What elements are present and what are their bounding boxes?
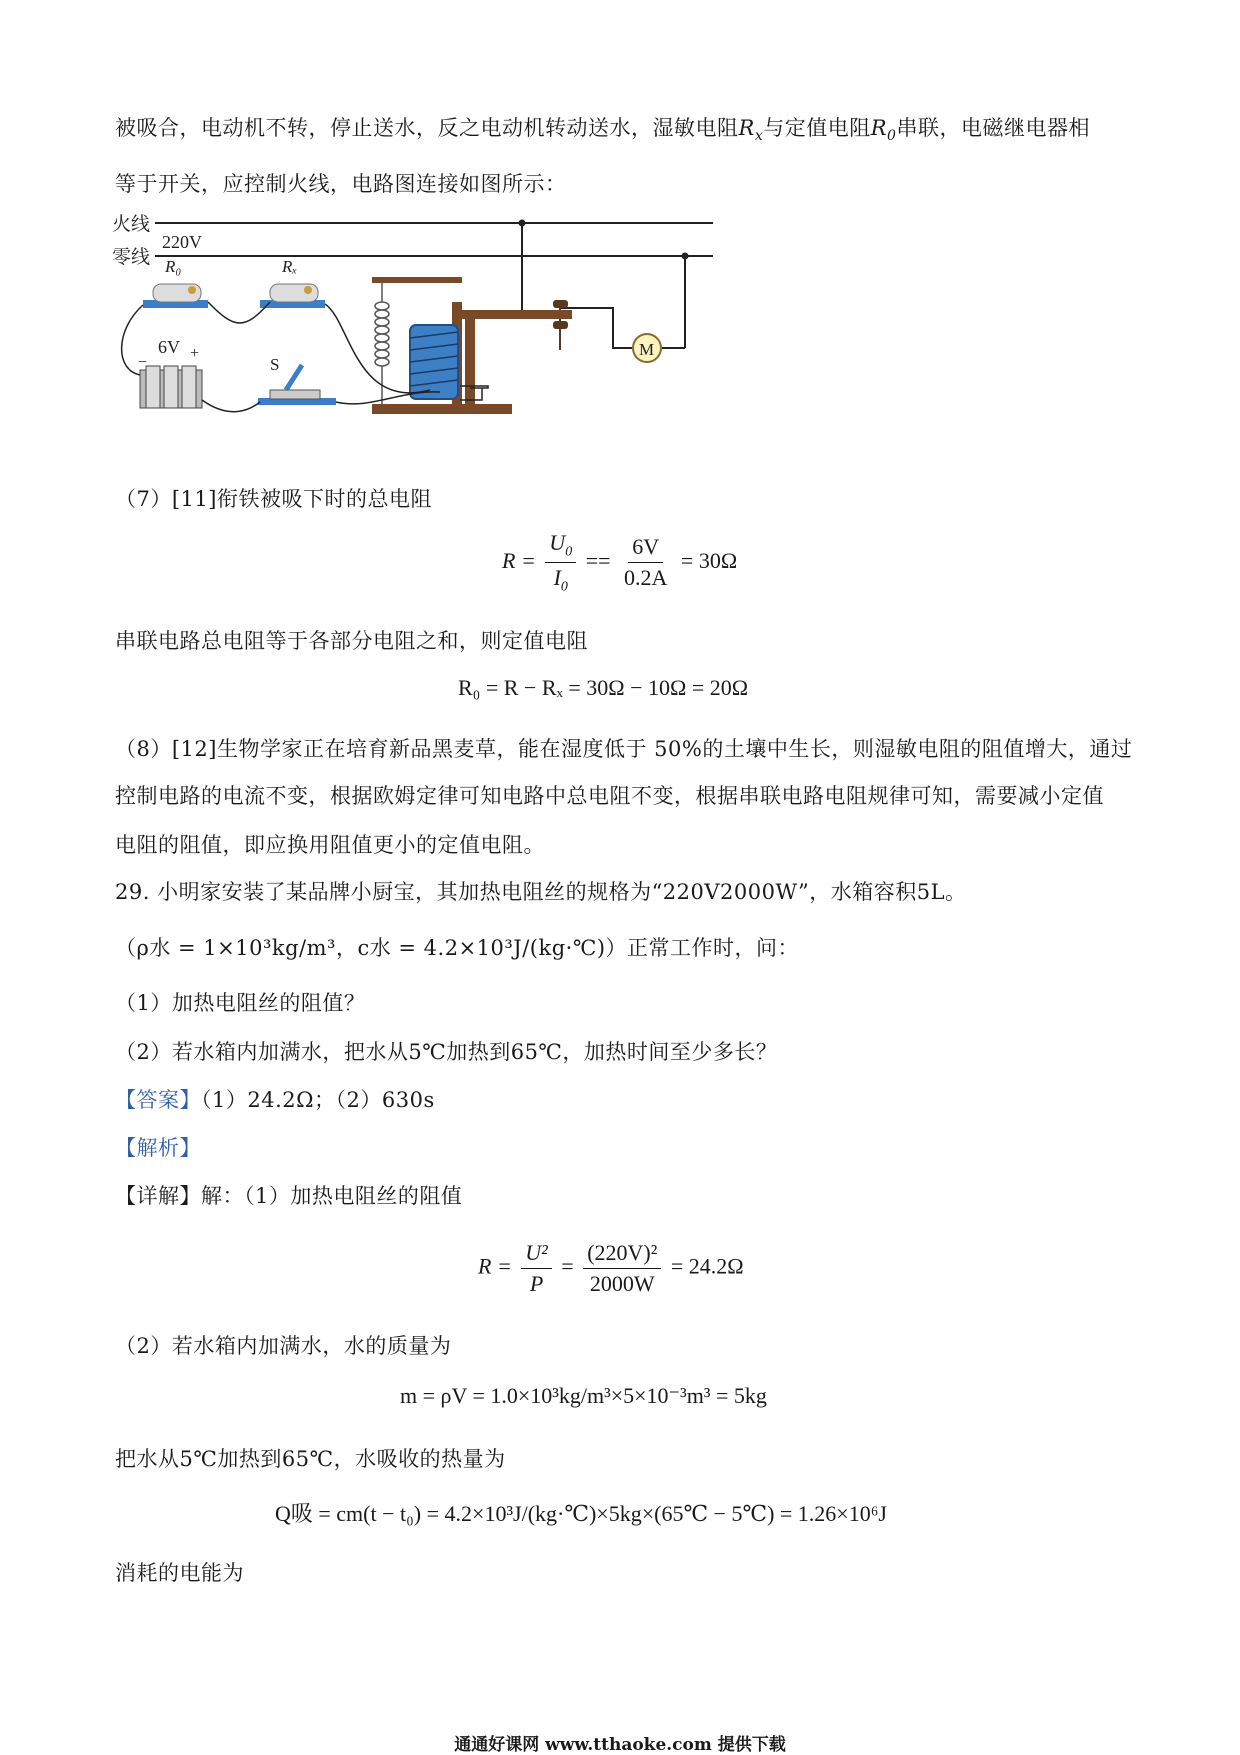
battery-label: 6V: [158, 337, 180, 357]
formula-heater-resistance: R = $\frac{\text{U²}}{P}$ = $\frac{\text{(220V)²}}{2000W}$ = 24.2Ω: [478, 1240, 744, 1296]
q8-line-1: （8）[12]生物学家正在培育新品黑麦草，能在湿度低于 50%的土壤中生长，则湿敏电阻的阻值增大，通过: [115, 737, 1133, 761]
circuit-diagram: [110, 210, 730, 460]
q29-stem: 29. 小明家安装了某品牌小厨宝，其加热电阻丝的规格为“220V2000W”，水箱容积5L。: [115, 880, 967, 904]
neutral-label: 零线: [112, 247, 151, 268]
analysis-tag: 【解析】: [115, 1136, 201, 1160]
page-footer: 通通好课网 www.tthaoke.com 提供下载: [454, 1735, 786, 1755]
rx-label: Rₓ: [282, 257, 298, 276]
voltage-label: 220V: [162, 232, 202, 252]
formula-total-resistance: R = $\frac{U_0}{I_0}$ == $\frac{6V}{0.2A}$ = 30Ω: [502, 530, 738, 595]
energy-intro: 消耗的电能为: [115, 1561, 244, 1585]
switch-label: S: [270, 355, 280, 374]
svg-text:+: +: [190, 345, 200, 362]
svg-text:−: −: [138, 354, 148, 371]
electromagnet-coil: [410, 325, 458, 399]
answer-tag: 【答案】: [115, 1088, 201, 1112]
detail-line: 【详解】解：（1）加热电阻丝的阻值: [115, 1184, 463, 1208]
q8-line-2: 控制电路的电流不变，根据欧姆定律可知电路中总电阻不变，根据串联电路电阻规律可知，需要减小定值: [115, 784, 1104, 808]
live-label: 火线: [112, 214, 151, 235]
analysis-line: [115, 1132, 1125, 1164]
answer-line: 【答案】（1）24.2Ω；（2）630s: [115, 1088, 435, 1112]
q29-given: （ρ水 = 1×10³kg/m³，c水 = 4.2×10³J/(kg·℃)）正常工作时，问：: [115, 936, 800, 960]
heat-intro: 把水从5℃加热到65℃，水吸收的热量为: [115, 1447, 506, 1471]
resistor-rx: [260, 284, 325, 308]
r0-label: R₀: [165, 257, 182, 276]
battery-icon: [140, 366, 202, 408]
paragraph-line-2: 等于开关，应控制火线，电路图连接如图所示：: [115, 172, 567, 196]
q29-part1: （1）加热电阻丝的阻值？: [115, 991, 366, 1015]
resistor-r0: [143, 284, 208, 308]
formula-r0: R₀ = R − Rₓ = 30Ω − 10Ω = 20Ω: [458, 675, 749, 700]
series-line: 串联电路总电阻等于各部分电阻之和，则定值电阻: [115, 629, 588, 653]
formula-heat: Q吸 = cm(t − t₀) = 4.2×10³J/(kg·℃)×5kg×(65℃ − 5℃) = 1.26×10⁶J: [275, 1501, 887, 1526]
mass-intro: （2）若水箱内加满水，水的质量为: [115, 1334, 452, 1358]
formula-mass: m = ρV = 1.0×10³kg/m³×5×10⁻³m³ = 5kg: [400, 1383, 767, 1408]
motor-label: M: [639, 340, 655, 359]
armature: [460, 310, 572, 319]
rx-symbol: $R_x$: [738, 116, 764, 145]
r0-symbol: $R_0$: [870, 116, 897, 145]
q7-line: （7）[11]衔铁被吸下时的总电阻: [115, 487, 432, 511]
paragraph-line-1: 被吸合，电动机不转，停止送水，反之电动机转动送水，湿敏电阻$R_x$与定值电阻$R_0$串联，电磁继电器相: [115, 116, 1090, 145]
q29-part2: （2）若水箱内加满水，把水从5℃加热到65℃，加热时间至少多长？: [115, 1040, 778, 1064]
q8-line-3: 电阻的阻值，即应换用阻值更小的定值电阻。: [115, 833, 545, 857]
